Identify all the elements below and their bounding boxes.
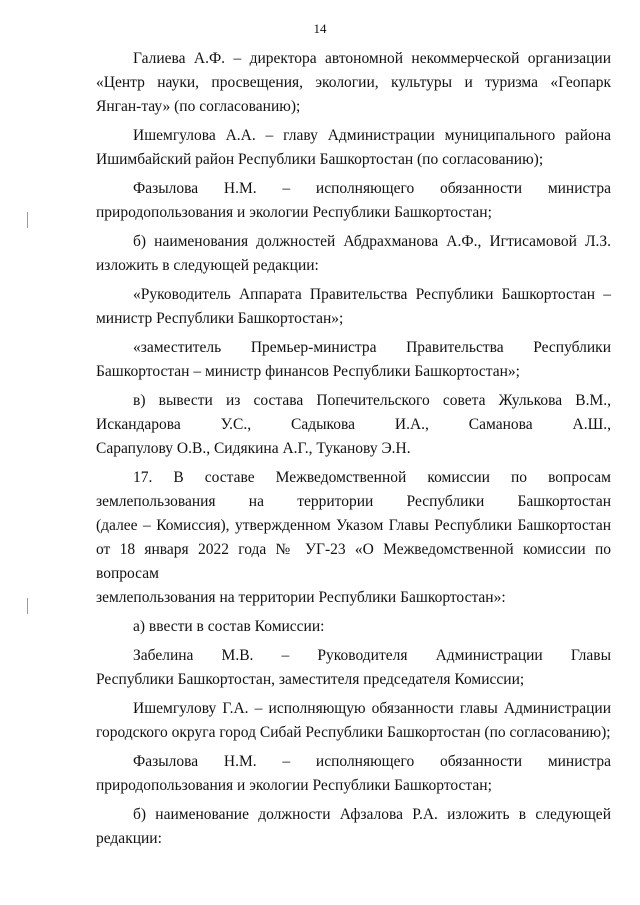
text-line: 17. В составе Межведомственной комиссии по вопросам	[133, 469, 611, 486]
text-line: городского округа город Сибай Республики Башкортостан (по согласованию);	[96, 724, 611, 741]
text-line: Искандарова У.С., Садыкова И.А., Саманова А.Ш.,	[96, 416, 611, 433]
text-line: Фазылова Н.М. – исполняющего обязанности министра	[133, 753, 611, 770]
paragraph	[96, 389, 611, 461]
text-line: (далее – Комиссия), утвержденном Указом Главы Республики Башкортостан	[96, 517, 611, 534]
text-line: от 18 января 2022 года № УГ-23 «О Межведомственной комиссии по вопросам	[96, 541, 611, 582]
text-line: редакции:	[96, 830, 162, 847]
scan-edge-mark	[27, 598, 28, 614]
paragraph	[96, 615, 611, 639]
text-line: «Руководитель Аппарата Правительства Республики Башкортостан –	[133, 286, 611, 303]
text-line: б) наименование должности Афзалова Р.А. изложить в следующей	[133, 806, 611, 823]
paragraph	[96, 283, 611, 331]
paragraph	[96, 47, 611, 119]
paragraph	[96, 177, 611, 225]
document-body	[96, 47, 611, 856]
text-line: Ишемгулова А.А. – главу Администрации муниципального района	[133, 127, 611, 144]
text-line: министр Республики Башкортостан»;	[96, 310, 344, 327]
paragraph	[96, 750, 611, 798]
text-line: «Центр науки, просвещения, экологии, культуры и туризма «Геопарк	[96, 74, 611, 91]
paragraph	[96, 124, 611, 172]
text-line: Ишемгулову Г.А. – исполняющую обязанности главы Администрации	[133, 700, 611, 717]
paragraph	[96, 230, 611, 278]
text-line: Сарапулову О.В., Сидякина А.Г., Туканову Э.Н.	[96, 440, 411, 457]
page-number: 14	[313, 21, 327, 36]
paragraph	[96, 336, 611, 384]
text-line: а) ввести в состав Комиссии:	[133, 618, 325, 635]
paragraph	[96, 803, 611, 851]
text-line: б) наименования должностей Абдрахманова А.Ф., Игтисамовой Л.З.	[133, 233, 611, 250]
text-line: изложить в следующей редакции:	[96, 257, 319, 274]
scan-edge-mark	[27, 212, 28, 228]
paragraph	[96, 697, 611, 745]
text-line: Ишимбайский район Республики Башкортостан (по согласованию);	[96, 151, 544, 168]
text-line: «заместитель Премьер-министра Правительства Республики	[133, 339, 611, 356]
text-line: Фазылова Н.М. – исполняющего обязанности министра	[133, 180, 611, 197]
text-line: землепользования на территории Республики Башкортостан»:	[96, 589, 506, 606]
text-line: Башкортостан – министр финансов Республики Башкортостан»;	[96, 363, 520, 380]
paragraph	[96, 466, 611, 610]
text-line: землепользования на территории Республики Башкортостан	[96, 493, 611, 510]
paragraph	[96, 644, 611, 692]
text-line: природопользования и экологии Республики Башкортостан;	[96, 204, 492, 221]
text-line: Республики Башкортостан, заместителя председателя Комиссии;	[96, 671, 525, 688]
text-line: Галиева А.Ф. – директора автономной некоммерческой организации	[133, 50, 611, 67]
text-line: Забелина М.В. – Руководителя Администрации Главы	[133, 647, 611, 664]
text-line: природопользования и экологии Республики Башкортостан;	[96, 777, 492, 794]
text-line: Янган-тау» (по согласованию);	[96, 98, 301, 115]
text-line: в) вывести из состава Попечительского совета Жулькова В.М.,	[133, 392, 611, 409]
